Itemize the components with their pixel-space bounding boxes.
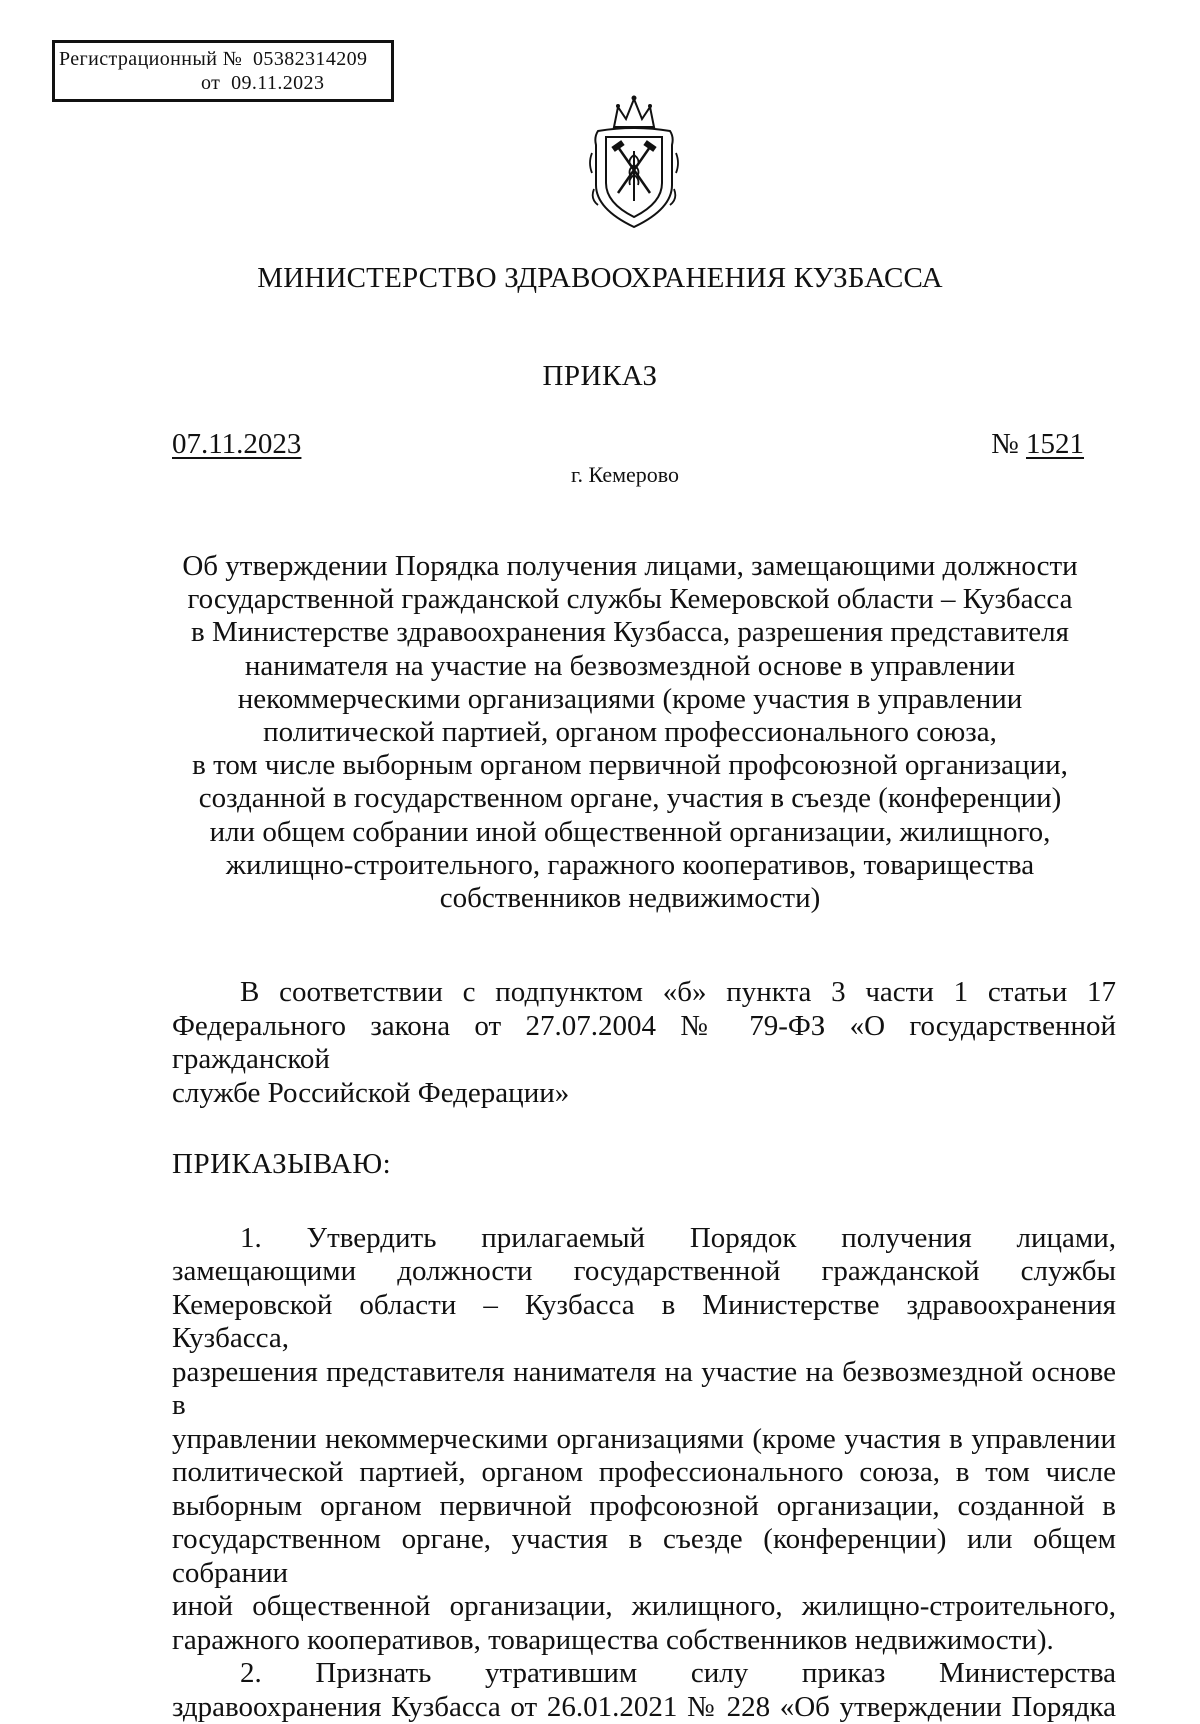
order-word: ПРИКАЗЫВАЮ: xyxy=(172,1148,1116,1182)
item-line: 1. Утвердить прилагаемый Порядок получения лицами, xyxy=(172,1222,1116,1256)
registration-number: 05382314209 xyxy=(253,48,367,70)
subject-line: жилищно-строительного, гаражного кооперативов, товарищества xyxy=(172,849,1088,882)
city: г. Кемерово xyxy=(0,462,1200,488)
subject-line: некоммерческими организациями (кроме участия в управлении xyxy=(172,683,1088,716)
subject-line: или общем собрании иной общественной организации, жилищного, xyxy=(172,816,1088,849)
item-line: иной общественной организации, жилищного, жилищно-строительного, xyxy=(172,1590,1116,1624)
preamble xyxy=(172,976,1116,1110)
preamble-line: В соответствии с подпунктом «б» пункта 3 части 1 статьи 17 xyxy=(172,976,1116,1010)
subject-line: политической партией, органом профессионального союза, xyxy=(172,716,1088,749)
item-line: государственном органе, участия в съезде (конференции) или общем собрании xyxy=(172,1523,1116,1590)
item-line: Кемеровской области – Кузбасса в Министерстве здравоохранения Кузбасса, xyxy=(172,1289,1116,1356)
subject-line: собственников недвижимости) xyxy=(172,882,1088,915)
item-line: замещающими должности государственной гражданской службы xyxy=(172,1255,1116,1289)
preamble-line: Федерального закона от 27.07.2004 № 79-ФЗ «О государственной гражданской xyxy=(172,1010,1116,1077)
order-item-1 xyxy=(172,1222,1116,1658)
ministry-name: МИНИСТЕРСТВО ЗДРАВООХРАНЕНИЯ КУЗБАССА xyxy=(0,262,1200,295)
item-line: здравоохранения Кузбасса от 26.01.2021 № 228 «Об утверждении Порядка xyxy=(172,1691,1116,1724)
registration-label: Регистрационный № xyxy=(59,48,242,70)
preamble-line: службе Российской Федерации» xyxy=(172,1077,1116,1111)
registration-date: 09.11.2023 xyxy=(231,72,324,94)
order-number-block xyxy=(991,428,1084,461)
order-number: 1521 xyxy=(1026,428,1084,460)
coat-of-arms-icon xyxy=(584,93,684,233)
number-sign: № xyxy=(991,428,1019,460)
item-line: 2. Признать утратившим силу приказ Министерства xyxy=(172,1657,1116,1691)
item-line: гаражного кооперативов, товарищества собственников недвижимости). xyxy=(172,1624,1116,1658)
item-line: выборным органом первичной профсоюзной организации, созданной в xyxy=(172,1490,1116,1524)
subject-line: созданной в государственном органе, участия в съезде (конференции) xyxy=(172,782,1088,815)
order-body xyxy=(172,976,1116,1724)
subject-line: Об утверждении Порядка получения лицами, замещающими должности xyxy=(172,550,1088,583)
order-item-2 xyxy=(172,1657,1116,1724)
order-date: 07.11.2023 xyxy=(172,428,301,461)
item-line: управлении некоммерческими организациями (кроме участия в управлении xyxy=(172,1423,1116,1457)
document-type: ПРИКАЗ xyxy=(0,360,1200,393)
registration-from-label: от xyxy=(201,72,220,94)
subject-line: государственной гражданской службы Кемеровской области – Кузбасса xyxy=(172,583,1088,616)
item-line: разрешения представителя нанимателя на участие на безвозмездной основе в xyxy=(172,1356,1116,1423)
subject-line: в том числе выборным органом первичной профсоюзной организации, xyxy=(172,749,1088,782)
item-line: политической партией, органом профессионального союза, в том числе xyxy=(172,1456,1116,1490)
subject-line: в Министерстве здравоохранения Кузбасса, разрешения представителя xyxy=(172,616,1088,649)
subject-line: нанимателя на участие на безвозмездной основе в управлении xyxy=(172,650,1088,683)
registration-stamp xyxy=(52,40,394,102)
order-subject xyxy=(172,550,1088,915)
